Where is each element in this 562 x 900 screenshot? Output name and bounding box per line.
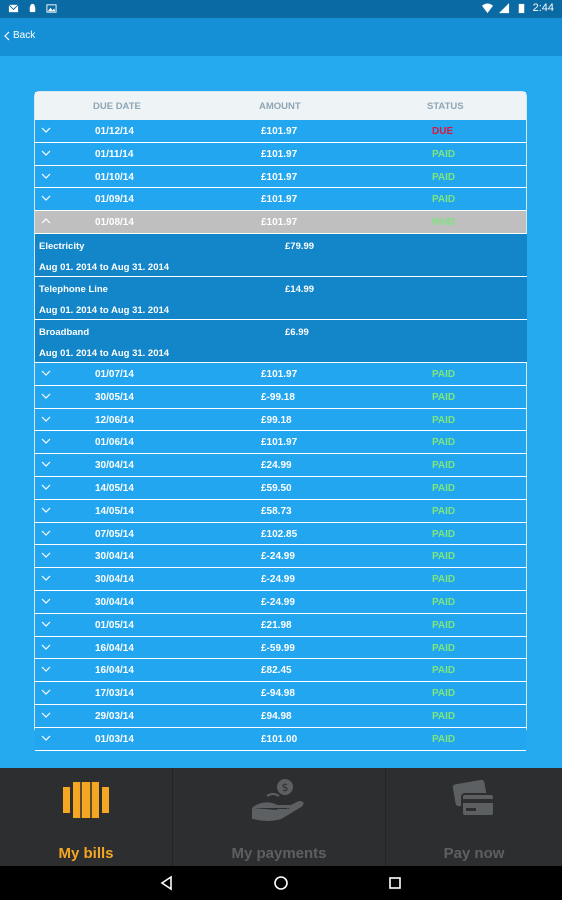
- bill-due-date: 01/03/14: [95, 733, 134, 745]
- bill-due-date: 29/03/14: [95, 710, 134, 722]
- home-circle-icon[interactable]: [272, 874, 290, 892]
- detail-service-name: Telephone Line: [39, 284, 108, 295]
- bottom-navigation: [0, 768, 562, 866]
- bill-status-badge: PAID: [432, 574, 456, 586]
- system-status-bar: [0, 0, 562, 18]
- bill-status-badge: PAID: [432, 688, 456, 700]
- bill-amount: £101.00: [261, 733, 298, 745]
- bill-amount: £-59.99: [261, 642, 295, 654]
- chevron-down-icon[interactable]: [41, 642, 51, 652]
- column-amount: AMOUNT: [259, 101, 301, 112]
- email-notification-icon: [8, 3, 19, 14]
- bill-status-badge: PAID: [432, 642, 456, 654]
- bill-amount: £-24.99: [261, 551, 295, 563]
- tab-my-payments[interactable]: [173, 768, 385, 866]
- bill-amount: £101.97: [261, 194, 298, 206]
- bill-amount: £101.97: [261, 171, 298, 183]
- bill-due-date: 01/08/14: [95, 217, 134, 229]
- bill-amount: £101.97: [261, 217, 298, 229]
- signal-icon: [499, 3, 510, 14]
- chevron-down-icon[interactable]: [41, 664, 51, 674]
- bill-status-badge: PAID: [432, 733, 456, 745]
- bill-status-badge: PAID: [432, 414, 456, 426]
- bill-status-badge: PAID: [432, 665, 456, 677]
- bill-row[interactable]: [35, 188, 526, 211]
- chevron-down-icon[interactable]: [41, 125, 51, 135]
- bill-amount: £102.85: [261, 528, 298, 540]
- bill-due-date: 30/04/14: [95, 460, 134, 472]
- back-label: Back: [13, 30, 36, 41]
- chevron-down-icon[interactable]: [41, 436, 51, 446]
- bill-row[interactable]: [35, 659, 526, 682]
- bill-row[interactable]: [35, 728, 526, 751]
- photo-notification-icon: [46, 3, 57, 14]
- bill-due-date: 30/05/14: [95, 391, 134, 403]
- chevron-down-icon[interactable]: [41, 733, 51, 743]
- chevron-down-icon[interactable]: [41, 687, 51, 697]
- chevron-down-icon[interactable]: [41, 482, 51, 492]
- bill-amount: £101.97: [261, 437, 298, 449]
- detail-period: Aug 01. 2014 to Aug 31. 2014: [39, 305, 170, 316]
- bills-table: [35, 92, 526, 745]
- bill-amount: £24.99: [261, 460, 292, 472]
- bill-due-date: 01/05/14: [95, 619, 134, 631]
- bill-due-date: 30/04/14: [95, 551, 134, 563]
- chevron-down-icon[interactable]: [41, 596, 51, 606]
- bill-row[interactable]: [35, 386, 526, 409]
- bill-row[interactable]: [35, 120, 526, 143]
- chevron-down-icon[interactable]: [41, 459, 51, 469]
- chevron-down-icon[interactable]: [41, 505, 51, 515]
- detail-service-name: Electricity: [39, 241, 85, 252]
- detail-service-name: Broadband: [39, 327, 90, 338]
- bill-row-expanded[interactable]: [35, 211, 526, 234]
- chevron-down-icon[interactable]: [41, 710, 51, 720]
- bill-amount: £-94.98: [261, 688, 295, 700]
- chevron-down-icon[interactable]: [41, 414, 51, 424]
- bill-due-date: 17/03/14: [95, 688, 134, 700]
- bill-status-badge: PAID: [432, 437, 456, 449]
- bill-row[interactable]: [35, 545, 526, 568]
- column-due-date: DUE DATE: [93, 101, 141, 112]
- bill-due-date: 01/09/14: [95, 194, 134, 206]
- bill-amount: £-99.18: [261, 391, 295, 403]
- bill-amount: £99.18: [261, 414, 292, 426]
- credit-card-icon: [452, 778, 496, 822]
- bill-amount: £101.97: [261, 126, 298, 137]
- clock: 2:44: [532, 2, 554, 14]
- expanded-bill-details: [35, 234, 527, 363]
- bill-status-badge: PAID: [432, 148, 456, 160]
- column-status: STATUS: [427, 101, 464, 112]
- bill-row[interactable]: [35, 682, 526, 705]
- chevron-down-icon[interactable]: [41, 528, 51, 538]
- bill-amount: £101.97: [261, 368, 298, 380]
- detail-period: Aug 01. 2014 to Aug 31. 2014: [39, 348, 170, 359]
- bill-status-badge: PAID: [432, 551, 456, 563]
- chevron-down-icon[interactable]: [41, 171, 51, 181]
- bill-due-date: 16/04/14: [95, 665, 134, 677]
- back-button[interactable]: [4, 30, 35, 41]
- back-triangle-icon[interactable]: [158, 874, 176, 892]
- detail-amount: £14.99: [285, 284, 315, 295]
- bill-status-badge: PAID: [432, 528, 456, 540]
- bill-due-date: 14/05/14: [95, 505, 134, 517]
- chevron-down-icon[interactable]: [41, 193, 51, 203]
- bill-due-date: 30/04/14: [95, 596, 134, 608]
- bill-status-badge: PAID: [432, 505, 456, 517]
- bill-row[interactable]: [35, 166, 526, 189]
- bill-row[interactable]: [35, 454, 526, 477]
- bill-due-date: 14/05/14: [95, 482, 134, 494]
- system-navigation-bar: [0, 866, 562, 900]
- bill-row[interactable]: [35, 591, 526, 614]
- chevron-down-icon[interactable]: [41, 391, 51, 401]
- bill-status-badge: DUE: [432, 126, 454, 137]
- chevron-down-icon[interactable]: [41, 368, 51, 378]
- bill-status-badge: PAID: [432, 710, 456, 722]
- bill-detail-item: [35, 234, 527, 277]
- bill-amount: £58.73: [261, 505, 292, 517]
- bill-due-date: 01/06/14: [95, 437, 134, 449]
- bill-amount: £-24.99: [261, 574, 295, 586]
- chevron-up-icon[interactable]: [41, 216, 51, 226]
- chevron-down-icon[interactable]: [41, 148, 51, 158]
- bill-status-badge: PAID: [432, 171, 456, 183]
- bill-amount: £101.97: [261, 148, 298, 160]
- bills-icon: [63, 778, 109, 822]
- android-notification-icon: [27, 3, 38, 14]
- bill-due-date: 01/07/14: [95, 368, 134, 380]
- bill-status-badge: PAID: [432, 391, 456, 403]
- bill-amount: £59.50: [261, 482, 292, 494]
- bill-due-date: 07/05/14: [95, 528, 134, 540]
- tab-pay-now-label: Pay now: [443, 845, 505, 862]
- bill-status-badge: PAID: [432, 217, 456, 229]
- payment-hand-icon: [251, 778, 307, 826]
- bill-status-badge: PAID: [432, 460, 456, 472]
- bill-row[interactable]: [35, 568, 526, 591]
- bill-due-date: 16/04/14: [95, 642, 134, 654]
- bill-due-date: 01/12/14: [95, 126, 134, 137]
- wifi-icon: [482, 3, 493, 14]
- app-header: [0, 18, 562, 56]
- bill-row[interactable]: [35, 143, 526, 166]
- detail-period: Aug 01. 2014 to Aug 31. 2014: [39, 262, 170, 273]
- bill-row[interactable]: [35, 705, 526, 728]
- detail-amount: £79.99: [285, 241, 315, 252]
- bill-due-date: 30/04/14: [95, 574, 134, 586]
- bill-row[interactable]: [35, 409, 526, 432]
- bill-due-date: 01/11/14: [95, 148, 134, 160]
- bill-due-date: 12/06/14: [95, 414, 134, 426]
- detail-amount: £6.99: [285, 327, 309, 338]
- bill-amount: £82.45: [261, 665, 292, 677]
- table-header: [35, 92, 526, 120]
- bill-amount: £21.98: [261, 619, 292, 631]
- bill-amount: £-24.99: [261, 596, 295, 608]
- bill-row[interactable]: [35, 523, 526, 546]
- bills-list: [35, 120, 526, 751]
- bill-row[interactable]: [35, 637, 526, 660]
- bill-status-badge: PAID: [432, 194, 456, 206]
- bill-status-badge: PAID: [432, 368, 456, 380]
- recents-square-icon[interactable]: [386, 874, 404, 892]
- chevron-down-icon[interactable]: [41, 573, 51, 583]
- bill-status-badge: PAID: [432, 596, 456, 608]
- chevron-left-icon: [4, 31, 10, 41]
- chevron-down-icon[interactable]: [41, 619, 51, 629]
- bill-status-badge: PAID: [432, 619, 456, 631]
- chevron-down-icon[interactable]: [41, 550, 51, 560]
- svg-text:$: $: [281, 781, 289, 794]
- bill-detail-item: [35, 320, 527, 363]
- bill-due-date: 01/10/14: [95, 171, 134, 183]
- bill-status-badge: PAID: [432, 482, 456, 494]
- bill-row[interactable]: [35, 431, 526, 454]
- battery-icon: [516, 3, 527, 14]
- bill-amount: £94.98: [261, 710, 292, 722]
- tab-my-bills-label: My bills: [58, 845, 114, 862]
- tab-pay-now[interactable]: [386, 768, 562, 866]
- tab-my-bills[interactable]: [0, 768, 172, 866]
- bill-row[interactable]: [35, 363, 526, 386]
- bill-detail-item: [35, 277, 527, 320]
- bill-row[interactable]: [35, 500, 526, 523]
- bill-row[interactable]: [35, 477, 526, 500]
- tab-my-payments-label: My payments: [231, 845, 327, 862]
- bill-row[interactable]: [35, 614, 526, 637]
